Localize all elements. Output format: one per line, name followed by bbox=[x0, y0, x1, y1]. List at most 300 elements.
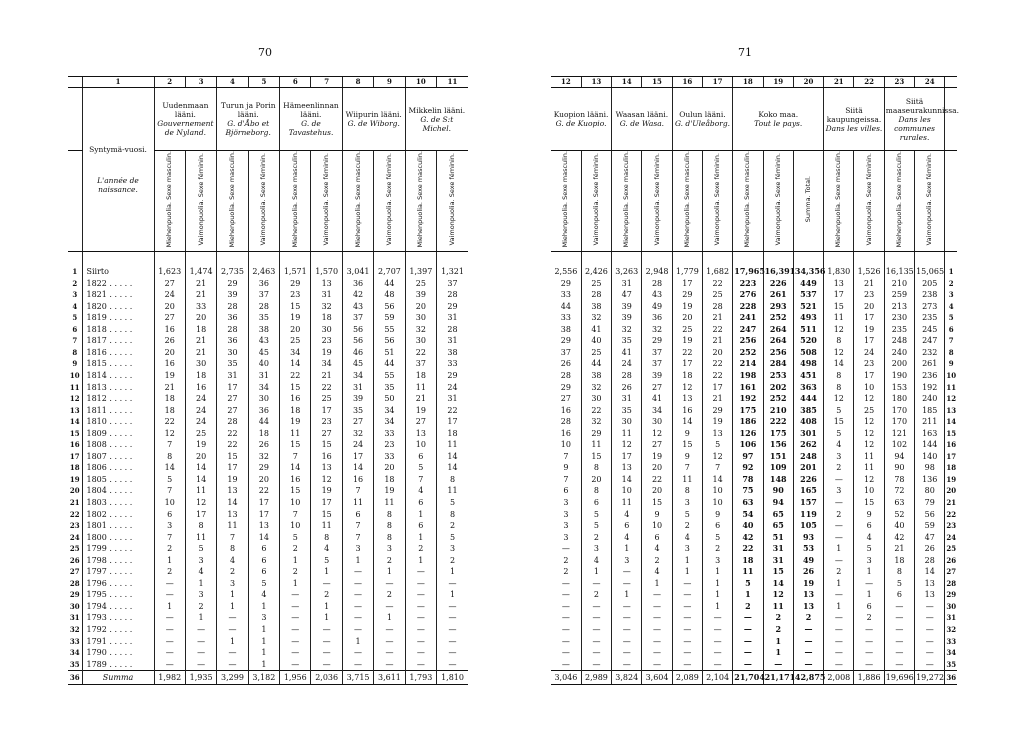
value-cell: 37 bbox=[560, 347, 571, 357]
birth-year: 1812 . . . . . bbox=[82, 393, 154, 405]
value-cell: 51 bbox=[763, 532, 793, 544]
value-cell: 35 bbox=[248, 312, 279, 324]
value-cell: 21 bbox=[185, 347, 216, 359]
table-row bbox=[551, 405, 957, 417]
value-cell: 14 bbox=[280, 358, 311, 370]
value-cell: 17 bbox=[217, 462, 248, 474]
total-header bbox=[793, 151, 823, 252]
value-cell: 18 bbox=[884, 555, 914, 567]
row-number: 12 bbox=[69, 394, 80, 404]
value-cell: 6 bbox=[612, 520, 642, 532]
value-cell: 240 bbox=[915, 393, 945, 405]
value-cell: 226 bbox=[763, 278, 793, 290]
value-cell: 14 bbox=[185, 474, 216, 486]
value-cell: — bbox=[702, 647, 732, 659]
value-cell: 2 bbox=[763, 624, 793, 636]
region-name-fi: Siitä maaseurakunnissa. bbox=[885, 96, 959, 115]
value-cell: 1 bbox=[702, 566, 732, 578]
value-cell: — bbox=[824, 647, 854, 659]
value-cell: — bbox=[374, 636, 405, 648]
value-cell: 126 bbox=[733, 428, 763, 440]
table-row bbox=[68, 589, 468, 601]
row-number: 9 bbox=[72, 359, 78, 369]
value-cell: 25 bbox=[581, 278, 611, 290]
value-cell: 11 bbox=[854, 451, 884, 463]
value-cell: 36 bbox=[642, 312, 672, 324]
value-cell: 20 bbox=[248, 474, 279, 486]
value-cell: 1 bbox=[405, 509, 436, 521]
table-row bbox=[68, 301, 468, 313]
female-header bbox=[642, 151, 672, 252]
value-cell: 22 bbox=[672, 347, 702, 359]
value-cell: — bbox=[217, 647, 248, 659]
value-cell: 14 bbox=[280, 462, 311, 474]
value-cell: — bbox=[824, 624, 854, 636]
value-cell: 41 bbox=[581, 324, 611, 336]
value-cell: 10 bbox=[280, 520, 311, 532]
value-cell: 37 bbox=[642, 358, 672, 370]
value-cell: 11 bbox=[342, 497, 373, 509]
value-cell: 20 bbox=[702, 347, 732, 359]
table-row bbox=[68, 428, 468, 440]
table-row bbox=[551, 289, 957, 301]
value-cell: 32 bbox=[642, 324, 672, 336]
column-number: 19 bbox=[763, 77, 793, 88]
value-cell: 511 bbox=[793, 324, 823, 336]
birth-year: 1806 . . . . . bbox=[82, 462, 154, 474]
value-cell: — bbox=[854, 624, 884, 636]
value-cell: 4 bbox=[248, 589, 279, 601]
value-cell: 1,779 bbox=[672, 266, 702, 278]
value-cell: 28 bbox=[612, 370, 642, 382]
value-cell: 248 bbox=[884, 335, 914, 347]
blank-cell bbox=[185, 252, 216, 267]
value-cell: 3 bbox=[672, 497, 702, 509]
value-cell: 1 bbox=[217, 601, 248, 613]
value-cell: 5 bbox=[405, 462, 436, 474]
value-cell: 14 bbox=[915, 566, 945, 578]
value-cell: 3 bbox=[854, 555, 884, 567]
value-cell: 2 bbox=[374, 589, 405, 601]
value-cell: 16 bbox=[342, 474, 373, 486]
value-cell: 30 bbox=[405, 312, 436, 324]
column-number: 3 bbox=[185, 77, 216, 88]
row-number: 3 bbox=[72, 290, 78, 300]
value-cell: 30 bbox=[405, 335, 436, 347]
value-cell: 6 bbox=[642, 532, 672, 544]
value-cell: 34 bbox=[374, 405, 405, 417]
value-cell: 16 bbox=[185, 382, 216, 394]
value-cell: 1 bbox=[374, 612, 405, 624]
value-cell: 97 bbox=[733, 451, 763, 463]
value-cell: 19 bbox=[185, 439, 216, 451]
value-cell: 39 bbox=[612, 312, 642, 324]
blank-cell bbox=[945, 252, 957, 267]
value-cell: 20 bbox=[280, 324, 311, 336]
value-cell: 17 bbox=[672, 278, 702, 290]
value-cell: — bbox=[884, 624, 914, 636]
value-cell: 26 bbox=[612, 382, 642, 394]
value-cell: 11 bbox=[437, 439, 468, 451]
table-row bbox=[551, 624, 957, 636]
value-cell: 2 bbox=[280, 543, 311, 555]
value-cell: 27 bbox=[642, 382, 672, 394]
value-cell: — bbox=[342, 578, 373, 590]
birth-year: 1808 . . . . . bbox=[82, 439, 154, 451]
value-cell: 8 bbox=[824, 370, 854, 382]
table-row bbox=[551, 393, 957, 405]
table-row bbox=[551, 462, 957, 474]
value-cell: 3 bbox=[217, 578, 248, 590]
row-number: 34 bbox=[946, 648, 957, 658]
value-cell: 11 bbox=[185, 532, 216, 544]
sum-value: 2,036 bbox=[311, 671, 342, 685]
value-cell: 14 bbox=[154, 462, 185, 474]
value-cell: 3 bbox=[437, 543, 468, 555]
value-cell: 444 bbox=[793, 393, 823, 405]
row-number: 27 bbox=[946, 567, 957, 577]
value-cell: 59 bbox=[374, 312, 405, 324]
value-cell: — bbox=[581, 578, 611, 590]
value-cell: 3,041 bbox=[342, 266, 373, 278]
row-number: 7 bbox=[72, 336, 78, 346]
value-cell: — bbox=[280, 601, 311, 613]
value-cell: 3 bbox=[563, 498, 569, 508]
value-cell: 1 bbox=[437, 566, 468, 578]
value-cell: 15 bbox=[824, 416, 854, 428]
value-cell: 230 bbox=[884, 312, 914, 324]
value-cell: 1 bbox=[342, 555, 373, 567]
value-cell: 7 bbox=[217, 532, 248, 544]
region-name-fi: Hämeenlinnan lääni. bbox=[283, 101, 339, 119]
value-cell: 180 bbox=[884, 393, 914, 405]
female-label: Vaimonpuolia. Sexe féminin. bbox=[652, 153, 661, 246]
value-cell: 13 bbox=[824, 278, 854, 290]
value-cell: 29 bbox=[437, 370, 468, 382]
table-row bbox=[68, 462, 468, 474]
value-cell: 19 bbox=[793, 578, 823, 590]
value-cell: — bbox=[561, 544, 570, 554]
value-cell: 26 bbox=[560, 359, 571, 369]
row-number: 32 bbox=[69, 625, 80, 635]
value-cell: 32 bbox=[342, 428, 373, 440]
sum-value: 3,824 bbox=[612, 671, 642, 685]
row-number: 5 bbox=[72, 313, 78, 323]
value-cell: 35 bbox=[217, 358, 248, 370]
sum-value: 1,793 bbox=[405, 671, 436, 685]
value-cell: 23 bbox=[854, 358, 884, 370]
value-cell: 175 bbox=[733, 405, 763, 417]
value-cell: 213 bbox=[884, 301, 914, 313]
value-cell: 7 bbox=[342, 485, 373, 497]
sum-value: 3,182 bbox=[248, 671, 279, 685]
sum-value: 1,935 bbox=[185, 671, 216, 685]
value-cell: 1,397 bbox=[405, 266, 436, 278]
male-label: Miehenpuolia. Sexe masculin. bbox=[894, 151, 903, 248]
table-row bbox=[551, 428, 957, 440]
value-cell: 1 bbox=[280, 578, 311, 590]
value-cell: 7 bbox=[154, 439, 185, 451]
value-cell: — bbox=[405, 612, 436, 624]
value-cell: 28 bbox=[642, 278, 672, 290]
value-cell: 1 bbox=[854, 566, 884, 578]
value-cell: 34 bbox=[280, 347, 311, 359]
value-cell: 26 bbox=[154, 335, 185, 347]
value-cell: 1 bbox=[248, 601, 279, 613]
value-cell: 26 bbox=[915, 543, 945, 555]
value-cell: 7 bbox=[342, 532, 373, 544]
value-cell: 2 bbox=[581, 589, 611, 601]
value-cell: — bbox=[824, 612, 854, 624]
value-cell: — bbox=[733, 636, 763, 648]
row-number: 28 bbox=[69, 578, 80, 588]
sub-row bbox=[551, 151, 957, 252]
value-cell: 109 bbox=[763, 462, 793, 474]
value-cell: 31 bbox=[612, 278, 642, 290]
page-number-right: 71 bbox=[738, 46, 752, 59]
value-cell: 13 bbox=[915, 589, 945, 601]
value-cell: 47 bbox=[915, 532, 945, 544]
row-number: 4 bbox=[72, 301, 78, 311]
value-cell: 14 bbox=[702, 474, 732, 486]
value-cell: 44 bbox=[560, 301, 571, 311]
value-cell: 14 bbox=[437, 462, 468, 474]
value-cell: 27 bbox=[217, 393, 248, 405]
value-cell: 22 bbox=[217, 439, 248, 451]
table-row bbox=[551, 520, 957, 532]
value-cell: 1 bbox=[733, 589, 763, 601]
birth-year: 1819 . . . . . bbox=[82, 312, 154, 324]
value-cell: 43 bbox=[642, 289, 672, 301]
birth-year: 1818 . . . . . bbox=[82, 324, 154, 336]
value-cell: 9 bbox=[702, 509, 732, 521]
table-row bbox=[551, 612, 957, 624]
region-name-fi: Wiipurin lääni. bbox=[345, 110, 402, 119]
value-cell: 1 bbox=[217, 636, 248, 648]
region-header bbox=[217, 88, 280, 151]
value-cell: 31 bbox=[217, 370, 248, 382]
female-header bbox=[311, 151, 342, 252]
value-cell: 22 bbox=[702, 278, 732, 290]
value-cell: 190 bbox=[884, 370, 914, 382]
value-cell: — bbox=[915, 601, 945, 613]
row-number: 16 bbox=[946, 440, 957, 450]
table-row bbox=[68, 312, 468, 324]
value-cell: 44 bbox=[248, 416, 279, 428]
value-cell: — bbox=[824, 555, 854, 567]
value-cell: 21 bbox=[185, 278, 216, 290]
value-cell: — bbox=[702, 612, 732, 624]
value-cell: 26 bbox=[248, 439, 279, 451]
value-cell: 25 bbox=[405, 278, 436, 290]
female-header bbox=[437, 151, 468, 252]
sum-value: 1,886 bbox=[854, 671, 884, 685]
value-cell: — bbox=[733, 659, 763, 671]
value-cell: 22 bbox=[581, 405, 611, 417]
value-cell: 34 bbox=[248, 382, 279, 394]
value-cell: 51 bbox=[374, 347, 405, 359]
value-cell: 5 bbox=[702, 439, 732, 451]
value-cell: 11 bbox=[437, 485, 468, 497]
value-cell: 75 bbox=[733, 485, 763, 497]
column-number: 16 bbox=[672, 77, 702, 88]
value-cell: 22 bbox=[733, 543, 763, 555]
blank-cell bbox=[945, 77, 957, 88]
blank-cell bbox=[82, 252, 154, 267]
value-cell: 16,391 bbox=[764, 266, 796, 277]
value-cell: — bbox=[824, 636, 854, 648]
region-header bbox=[733, 88, 824, 151]
value-cell: 8 bbox=[374, 509, 405, 521]
value-cell: 22 bbox=[311, 382, 342, 394]
value-cell: 1 bbox=[342, 636, 373, 648]
row-number: 17 bbox=[946, 451, 957, 461]
sum-value: 1,810 bbox=[437, 671, 468, 685]
row-number: 31 bbox=[946, 613, 957, 623]
column-number: 10 bbox=[405, 77, 436, 88]
value-cell: 55 bbox=[374, 324, 405, 336]
value-cell: 248 bbox=[793, 451, 823, 463]
value-cell: — bbox=[405, 647, 436, 659]
blank-cell bbox=[405, 252, 436, 267]
value-cell: 19 bbox=[217, 474, 248, 486]
value-cell: 31 bbox=[311, 289, 342, 301]
female-label: Vaimonpuolia. Sexe féminin. bbox=[448, 153, 457, 246]
value-cell: — bbox=[311, 624, 342, 636]
value-cell: 385 bbox=[793, 405, 823, 417]
value-cell: 2 bbox=[311, 589, 342, 601]
value-cell: 29 bbox=[560, 336, 571, 346]
sum-value: 19,272 bbox=[915, 671, 945, 685]
female-header bbox=[248, 151, 279, 252]
value-cell: 65 bbox=[763, 509, 793, 521]
value-cell: 56 bbox=[374, 335, 405, 347]
value-cell: 136 bbox=[915, 474, 945, 486]
value-cell: 3 bbox=[824, 485, 854, 497]
value-cell: 17 bbox=[311, 405, 342, 417]
table-row bbox=[551, 555, 957, 567]
table-row bbox=[551, 451, 957, 463]
row-number: 36 bbox=[68, 671, 82, 685]
value-cell: 1 bbox=[763, 636, 793, 648]
value-cell: 43 bbox=[342, 301, 373, 313]
page-number-left: 70 bbox=[258, 46, 272, 59]
value-cell: 163 bbox=[915, 428, 945, 440]
value-cell: 228 bbox=[733, 301, 763, 313]
region-name-fi: Waasan lääni. bbox=[615, 110, 669, 119]
row-number: 25 bbox=[946, 544, 957, 554]
value-cell: 15 bbox=[280, 439, 311, 451]
region-name-fr: G. de S:t Michel. bbox=[420, 114, 454, 133]
row-number: 9 bbox=[945, 358, 957, 370]
value-cell: 15 bbox=[854, 497, 884, 509]
male-header bbox=[551, 151, 581, 252]
value-cell: — bbox=[561, 659, 570, 669]
region-name-fr: Gouvernement de Nyland. bbox=[157, 119, 214, 137]
value-cell: 27 bbox=[154, 312, 185, 324]
value-cell: 31 bbox=[612, 393, 642, 405]
value-cell: 44 bbox=[374, 358, 405, 370]
cnum-row bbox=[68, 77, 468, 88]
value-cell: 3 bbox=[581, 543, 611, 555]
male-header bbox=[884, 151, 914, 252]
row-number: 27 bbox=[69, 567, 80, 577]
female-header bbox=[185, 151, 216, 252]
table-row bbox=[68, 289, 468, 301]
value-cell: 8 bbox=[581, 462, 611, 474]
value-cell: 32 bbox=[612, 324, 642, 336]
value-cell: 15 bbox=[581, 451, 611, 463]
table-row bbox=[68, 624, 468, 636]
value-cell: 22 bbox=[702, 324, 732, 336]
value-cell: 16 bbox=[560, 428, 571, 438]
region-name-fi: Siitä kaupungeissa. bbox=[826, 105, 882, 124]
value-cell: 36 bbox=[248, 405, 279, 417]
value-cell: 259 bbox=[884, 289, 914, 301]
sum-value: 2,989 bbox=[581, 671, 611, 685]
value-cell: 22 bbox=[154, 416, 185, 428]
row-number: 6 bbox=[72, 324, 78, 334]
value-cell: 29 bbox=[581, 428, 611, 440]
row-number: 21 bbox=[946, 498, 957, 508]
region-header bbox=[280, 88, 343, 151]
value-cell: 521 bbox=[793, 301, 823, 313]
value-cell: 27 bbox=[217, 405, 248, 417]
value-cell: 4 bbox=[612, 532, 642, 544]
birth-year: 1815 . . . . . bbox=[82, 358, 154, 370]
value-cell: 192 bbox=[915, 382, 945, 394]
value-cell: 12 bbox=[824, 347, 854, 359]
value-cell: 33 bbox=[560, 290, 571, 300]
value-cell: 7 bbox=[563, 451, 569, 461]
value-cell: 34,356 bbox=[794, 266, 826, 277]
value-cell: — bbox=[342, 647, 373, 659]
value-cell: 144 bbox=[915, 439, 945, 451]
value-cell: 1 bbox=[702, 601, 732, 613]
value-cell: 33 bbox=[437, 358, 468, 370]
value-cell: 34 bbox=[642, 405, 672, 417]
value-cell: 10 bbox=[154, 497, 185, 509]
value-cell: 3 bbox=[374, 543, 405, 555]
blank-cell bbox=[884, 252, 914, 267]
value-cell: 5 bbox=[280, 532, 311, 544]
value-cell: 210 bbox=[763, 405, 793, 417]
value-cell: 17 bbox=[824, 289, 854, 301]
value-cell: 1 bbox=[854, 589, 884, 601]
table-row bbox=[551, 601, 957, 613]
value-cell: 55 bbox=[374, 370, 405, 382]
value-cell: 30 bbox=[581, 393, 611, 405]
value-cell: 37 bbox=[405, 358, 436, 370]
birth-year: 1791 . . . . . bbox=[82, 636, 154, 648]
column-number: 5 bbox=[248, 77, 279, 88]
row-number: 26 bbox=[946, 555, 957, 565]
value-cell: — bbox=[280, 659, 311, 671]
row-number: 24 bbox=[946, 532, 957, 542]
value-cell: 1,682 bbox=[702, 266, 732, 278]
value-cell: 49 bbox=[642, 301, 672, 313]
value-cell: 21 bbox=[884, 543, 914, 555]
value-cell: 3 bbox=[563, 509, 569, 519]
value-cell: — bbox=[612, 636, 642, 648]
value-cell: 498 bbox=[793, 358, 823, 370]
value-cell: 14 bbox=[342, 462, 373, 474]
value-cell: — bbox=[154, 647, 185, 659]
value-cell: 22 bbox=[437, 405, 468, 417]
column-number-cell bbox=[68, 77, 82, 88]
value-cell: 18 bbox=[154, 393, 185, 405]
value-cell: — bbox=[915, 659, 945, 671]
